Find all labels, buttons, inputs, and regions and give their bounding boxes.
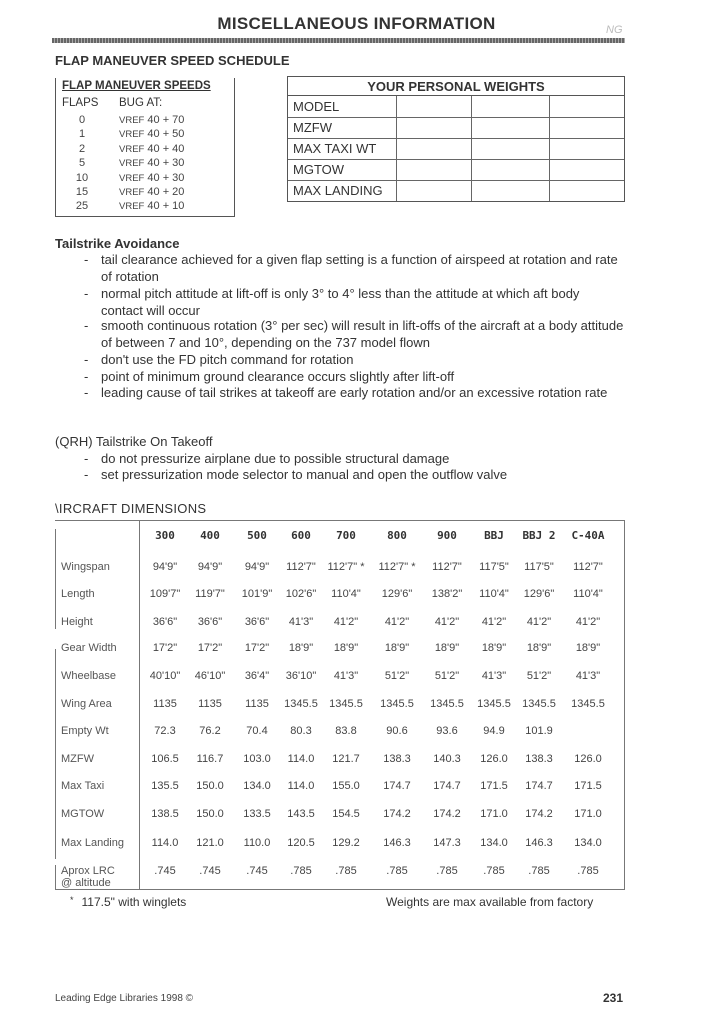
dimension-row-label: Gear Width	[61, 642, 117, 654]
dimension-cell: 155.0	[332, 780, 360, 792]
dash-marker: -	[84, 467, 89, 482]
dimension-column-header: 500	[247, 529, 267, 542]
dimension-cell: 18'9"	[526, 642, 552, 654]
dimension-cell: 1345.5	[284, 698, 318, 710]
personal-weight-row	[288, 118, 624, 139]
column-divider	[549, 96, 550, 201]
dimension-cell: 109'7"	[149, 588, 181, 600]
dimension-cell: 129'6"	[381, 588, 413, 600]
dimension-cell: 94'9"	[152, 561, 178, 573]
dimension-cell: .785	[528, 865, 550, 877]
dimension-cell: 41'3"	[575, 670, 601, 682]
bullet-item	[84, 467, 624, 484]
dimension-cell: .745	[154, 865, 176, 877]
dimension-cell: 110'4"	[479, 588, 509, 600]
personal-weight-label: MAX LANDING	[293, 183, 383, 198]
bullet-item	[84, 318, 624, 351]
dimension-cell: 117'5"	[524, 561, 554, 573]
header-mark: NG	[606, 24, 623, 36]
dimension-cell: 146.3	[383, 837, 411, 849]
dimension-cell: 1345.5	[329, 698, 363, 710]
flap-speeds-table	[55, 78, 235, 217]
dimension-cell: 90.6	[386, 725, 408, 737]
dimension-cell: 18'9"	[333, 642, 359, 654]
dimension-row-label: Max Landing	[61, 837, 124, 849]
dimensions-title: \IRCRAFT DIMENSIONS	[55, 501, 207, 516]
flap-row	[56, 172, 234, 186]
dimension-cell: .785	[290, 865, 312, 877]
dimension-cell: 17'2"	[152, 642, 178, 654]
dimension-cell: 1345.5	[380, 698, 414, 710]
dimension-cell: 112'7"	[432, 561, 462, 573]
dimension-column-header: C-40A	[571, 529, 605, 542]
dimension-cell: 110'4"	[573, 588, 603, 600]
flap-row	[56, 128, 234, 142]
dimension-cell: 36'6"	[197, 616, 223, 628]
dimension-cell: .785	[577, 865, 599, 877]
dimension-cell: 76.2	[199, 725, 221, 737]
dimension-cell: 1345.5	[477, 698, 511, 710]
qrh-heading: (QRH) Tailstrike On Takeoff	[55, 434, 213, 449]
dimension-cell: 138.5	[151, 808, 179, 820]
bullet-item	[84, 369, 624, 386]
dimension-cell: 18'9"	[481, 642, 507, 654]
dimension-cell: 36'10"	[285, 670, 317, 682]
personal-weight-row	[288, 181, 624, 202]
dimension-column-header: 700	[336, 529, 356, 542]
flap-section-title: FLAP MANEUVER SPEED SCHEDULE	[55, 53, 290, 68]
dimension-cell: 140.3	[433, 753, 461, 765]
dimension-cell: .785	[386, 865, 408, 877]
dimension-cell: 18'9"	[575, 642, 601, 654]
dimension-cell: 41'3"	[481, 670, 507, 682]
dimension-cell: 41'3"	[333, 670, 359, 682]
bug-speed	[119, 128, 184, 140]
dimension-row-label: Wingspan	[61, 561, 110, 573]
dimension-cell: 138'2"	[431, 588, 463, 600]
dimension-column-header: 400	[200, 529, 220, 542]
dimension-cell: 36'6"	[244, 616, 270, 628]
vref-label: VREF	[119, 143, 145, 155]
header-rule	[52, 38, 625, 43]
left-border-segment	[55, 529, 56, 629]
dimension-row-label: MZFW	[61, 753, 94, 765]
dimension-cell: 116.7	[196, 753, 224, 765]
vref-label: VREF	[119, 158, 145, 170]
dimension-cell: 171.0	[574, 808, 602, 820]
dimension-cell: 18'9"	[434, 642, 460, 654]
dimension-cell: 150.0	[196, 808, 224, 820]
dimension-cell: 36'6"	[152, 616, 178, 628]
bug-speed	[119, 200, 184, 212]
dimension-cell: 174.7	[433, 780, 461, 792]
bullet-item	[84, 352, 624, 369]
personal-weight-label: MZFW	[293, 120, 332, 135]
bullet-text: point of minimum ground clearance occurs slightly after lift-off	[101, 369, 455, 384]
dimension-cell: 41'2"	[526, 616, 552, 628]
dimension-row-label: Max Taxi	[61, 780, 105, 792]
dimension-cell: 154.5	[332, 808, 360, 820]
bullet-text: smooth continuous rotation (3° per sec) will result in lift-offs of the aircraft at a body attitude of between 7 and 10°, depending on the 737 model flown	[101, 318, 624, 350]
dimension-cell: 41'2"	[384, 616, 410, 628]
tailstrike-heading: Tailstrike Avoidance	[55, 236, 180, 251]
dimension-cell: 51'2"	[434, 670, 460, 682]
flap-setting: 25	[75, 200, 89, 213]
dimension-cell: 126.0	[574, 753, 602, 765]
dimension-cell: 112'7"	[286, 561, 316, 573]
dash-marker: -	[84, 318, 89, 333]
dimension-cell: 174.7	[383, 780, 411, 792]
dimension-cell: 41'2"	[434, 616, 460, 628]
dimension-cell: 18'9"	[384, 642, 410, 654]
dimension-cell: 103.0	[243, 753, 271, 765]
vref-label: VREF	[119, 187, 145, 198]
dimension-cell: 1345.5	[571, 698, 605, 710]
dimension-cell: 106.5	[151, 753, 179, 765]
vref-label: VREF	[119, 129, 145, 141]
bullet-item	[84, 252, 624, 285]
dimension-cell: 102'6"	[285, 588, 317, 600]
dimension-cell: 40'10"	[149, 670, 181, 682]
bullet-text: tail clearance achieved for a given flap setting is a function of airspeed at rotation and rate of rotation	[101, 252, 618, 284]
bullet-text: set pressurization mode selector to manual and open the outflow valve	[101, 467, 508, 482]
flap-row	[56, 157, 234, 171]
dimensions-table	[55, 520, 625, 890]
dimension-cell: 126.0	[480, 753, 508, 765]
dimension-cell: 147.3	[433, 837, 461, 849]
flap-setting: 1	[78, 128, 86, 141]
dimension-cell: 114.0	[287, 780, 315, 792]
dimension-cell: .785	[483, 865, 505, 877]
dimension-row-label: Wing Area	[61, 698, 112, 710]
bug-value: 40 + 40	[147, 142, 185, 155]
footer-copyright: Leading Edge Libraries 1998 ©	[55, 993, 194, 1004]
dimension-column-header: 800	[387, 529, 407, 542]
vref-label: VREF	[119, 201, 145, 213]
dimension-column-header: BBJ	[484, 529, 504, 542]
dimension-cell: 129.2	[332, 837, 360, 849]
dimension-cell: 36'4"	[244, 670, 270, 682]
flap-setting: 0	[78, 114, 86, 126]
bullet-item	[84, 385, 624, 402]
dimension-cell: 117'5"	[479, 561, 509, 573]
dimension-cell: 129'6"	[523, 588, 555, 600]
dimension-cell: 121.0	[196, 837, 224, 849]
personal-weight-label: MGTOW	[293, 162, 345, 177]
bug-value: 40 + 50	[147, 128, 185, 141]
dimension-cell: 51'2"	[526, 670, 552, 682]
dimension-cell: 41'2"	[575, 616, 601, 628]
dimension-cell: .785	[436, 865, 458, 877]
dimension-cell: .745	[246, 865, 268, 877]
bullet-item	[84, 451, 624, 468]
dimension-row-label: Length	[61, 588, 95, 600]
dimension-cell: 80.3	[290, 725, 312, 737]
footnote-text: 117.5" with winglets	[81, 895, 187, 909]
dimension-cell: 135.5	[151, 780, 179, 792]
bug-value: 40 + 20	[147, 186, 185, 198]
dimension-cell: 17'2"	[244, 642, 270, 654]
dimension-cell: 171.5	[574, 780, 602, 792]
flap-row	[56, 186, 234, 200]
vref-label: VREF	[119, 115, 145, 126]
dimension-cell: 112'7" *	[378, 561, 416, 573]
personal-weight-row	[288, 139, 624, 160]
dimension-cell: 72.3	[154, 725, 176, 737]
bug-value: 40 + 30	[147, 157, 185, 170]
dimension-cell: .785	[335, 865, 357, 877]
dash-marker: -	[84, 369, 89, 384]
bug-speed	[119, 186, 184, 198]
page-number: 231	[603, 991, 624, 1005]
personal-weight-label: MODEL	[293, 99, 340, 114]
bug-column-header: BUG AT:	[119, 97, 163, 109]
vref-label: VREF	[119, 172, 145, 184]
dimension-cell: 41'2"	[481, 616, 507, 628]
bug-speed	[119, 172, 184, 184]
bullet-text: normal pitch attitude at lift-off is only 3° to 4° less than the attitude at which aft body contact will occur	[101, 286, 580, 318]
personal-weight-label: MAX TAXI WT	[293, 141, 377, 156]
dimension-cell: 1135	[153, 698, 177, 710]
page-title: MISCELLANEOUS INFORMATION	[217, 14, 496, 33]
dimension-cell: 101'9"	[241, 588, 273, 600]
dimension-cell: 70.4	[246, 725, 268, 737]
bug-value: 40 + 70	[147, 114, 185, 126]
dimension-cell: 119'7"	[195, 588, 225, 600]
dimension-cell: 174.7	[525, 780, 553, 792]
bullet-text: do not pressurize airplane due to possible structural damage	[101, 451, 450, 466]
bullet-text: leading cause of tail strikes at takeoff are early rotation and/or an excessive rotation rate	[101, 385, 608, 400]
bug-value: 40 + 30	[147, 171, 185, 184]
dimension-cell: 41'2"	[333, 616, 359, 628]
winglet-footnote	[70, 895, 186, 909]
dimension-cell: 134.0	[574, 837, 602, 849]
dimension-cell: 94'9"	[244, 561, 270, 573]
flap-row	[56, 200, 234, 214]
dimension-cell: 94.9	[483, 725, 505, 737]
dimension-cell: 171.0	[480, 808, 508, 820]
dimension-cell: 174.2	[433, 808, 461, 820]
dimension-cell: 83.8	[335, 725, 357, 737]
dimension-cell: 93.6	[436, 725, 458, 737]
dimension-cell: 174.2	[383, 808, 411, 820]
flap-row	[56, 143, 234, 157]
dimension-row-label: Aprox LRC @ altitude	[61, 865, 115, 889]
dimension-cell: 101.9	[525, 725, 553, 737]
dimension-cell: 120.5	[287, 837, 315, 849]
dimension-cell: 18'9"	[288, 642, 314, 654]
dimension-cell: 174.2	[525, 808, 553, 820]
dimension-column-header: BBJ 2	[522, 529, 556, 542]
dimension-cell: 134.0	[243, 780, 271, 792]
bullet-item	[84, 286, 624, 319]
dimension-cell: 134.0	[480, 837, 508, 849]
dimension-cell: 1345.5	[430, 698, 464, 710]
left-border-segment	[55, 865, 56, 890]
flap-setting: 10	[75, 171, 89, 184]
bullet-text: don't use the FD pitch command for rotation	[101, 352, 354, 367]
dash-marker: -	[84, 286, 89, 301]
dimension-cell: 143.5	[287, 808, 315, 820]
dimension-cell: 110'4"	[331, 588, 361, 600]
personal-weight-row	[288, 97, 624, 118]
dimension-row-label: Height	[61, 616, 93, 628]
column-divider	[471, 96, 472, 201]
personal-weights-title: YOUR PERSONAL WEIGHTS	[288, 77, 624, 96]
dimension-column-header: 300	[155, 529, 175, 542]
flap-setting: 2	[78, 142, 86, 155]
dash-marker: -	[84, 451, 89, 466]
dimension-cell: 138.3	[525, 753, 553, 765]
dimension-cell: 112'7"	[573, 561, 603, 573]
dimension-column-header: 900	[437, 529, 457, 542]
dash-marker: -	[84, 385, 89, 400]
dimension-cell: 150.0	[196, 780, 224, 792]
flap-table-title: FLAP MANEUVER SPEEDS	[62, 80, 211, 92]
dash-marker: -	[84, 252, 89, 267]
dimension-cell: 17'2"	[197, 642, 223, 654]
dimension-cell: 114.0	[151, 837, 179, 849]
bug-speed	[119, 114, 184, 126]
dimension-cell: 1135	[245, 698, 269, 710]
dimension-column-header: 600	[291, 529, 311, 542]
dimension-cell: 51'2"	[384, 670, 410, 682]
flap-row	[56, 114, 234, 128]
weights-footnote: Weights are max available from factory	[386, 895, 594, 909]
flap-setting: 15	[75, 186, 89, 198]
dimension-cell: 138.3	[383, 753, 411, 765]
dimension-cell: 46'10"	[194, 670, 226, 682]
dimension-cell: 41'3"	[288, 616, 314, 628]
dimension-row-label: MGTOW	[61, 808, 105, 820]
dimension-cell: 1345.5	[522, 698, 556, 710]
dimension-row-label: Empty Wt	[61, 725, 109, 737]
footnote-star: *	[70, 895, 74, 905]
flaps-column-header: FLAPS	[62, 97, 99, 109]
dimension-cell: 94'9"	[197, 561, 223, 573]
dimension-cell: 112'7" *	[327, 561, 365, 573]
personal-weight-row	[288, 160, 624, 181]
flap-setting: 5	[78, 157, 86, 170]
dimension-cell: 1135	[198, 698, 222, 710]
dimension-cell: 171.5	[480, 780, 508, 792]
personal-weights-table	[287, 76, 625, 202]
bug-speed	[119, 143, 184, 155]
bug-speed	[119, 157, 184, 169]
column-divider	[396, 96, 397, 201]
dash-marker: -	[84, 352, 89, 367]
dimension-cell: 133.5	[243, 808, 271, 820]
dimension-cell: 114.0	[287, 753, 315, 765]
dimension-row-label: Wheelbase	[61, 670, 117, 682]
left-border-segment	[55, 649, 56, 859]
dimension-cell: 110.0	[243, 837, 271, 849]
dimension-cell: 146.3	[525, 837, 553, 849]
dimension-cell: 121.7	[332, 753, 360, 765]
bug-value: 40 + 10	[147, 200, 185, 213]
dimension-cell: .745	[199, 865, 221, 877]
